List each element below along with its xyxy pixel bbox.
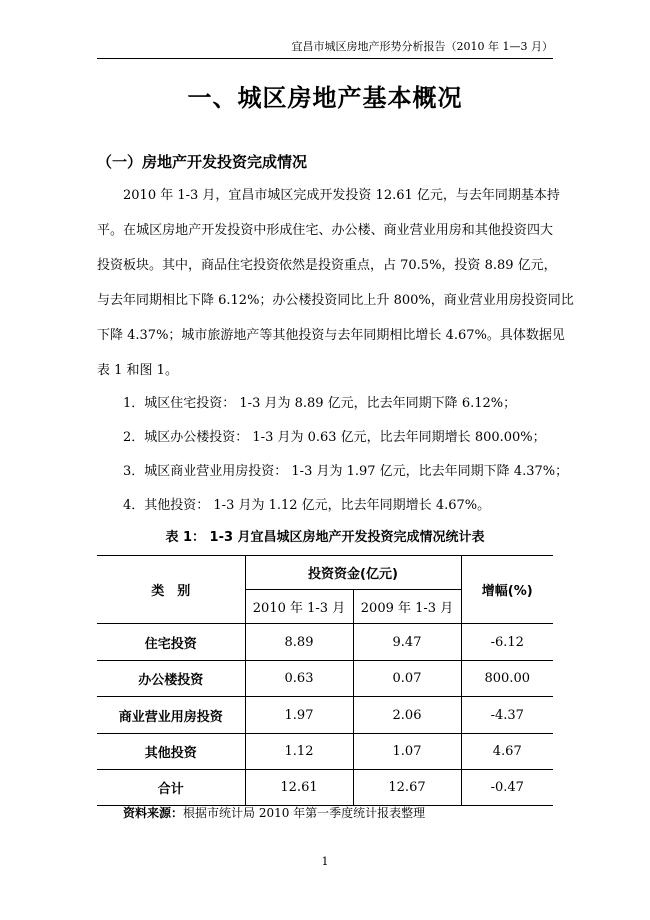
row-value-2010: 8.89: [245, 624, 353, 661]
paragraph-line: 下降 4.37%；城市旅游地产等其他投资与去年同期相比增长 4.67%。具体数据见: [97, 328, 565, 343]
row-change: -4.37: [461, 697, 553, 734]
page-header: 宜昌市城区房地产形势分析报告（2010 年 1—3 月）: [291, 40, 553, 53]
row-category: 办公楼投资: [97, 661, 245, 697]
header-investment: 投资资金(亿元): [245, 556, 461, 590]
paragraph-line: 2010 年 1-3 月，宜昌市城区完成开发投资 12.61 亿元，与去年同期基本持: [123, 188, 560, 203]
section-heading: （一）房地产开发投资完成情况: [97, 153, 308, 171]
header-category: 类 别: [97, 556, 245, 624]
header-change: 增幅(%): [461, 556, 553, 624]
list-item: 1．城区住宅投资： 1-3 月为 8.89 亿元，比去年同期下降 6.12%；: [123, 396, 517, 411]
row-category: 合计: [97, 770, 245, 806]
page-number: 1: [321, 855, 329, 868]
row-value-2009: 1.07: [353, 734, 461, 770]
list-item: 4．其他投资： 1-3 月为 1.12 亿元，比去年同期增长 4.67%。: [123, 498, 491, 513]
data-source-text: 根据市统计局 2010 年第一季度统计报表整理: [183, 806, 426, 820]
paragraph-line: 投资板块。其中，商品住宅投资依然是投资重点，占 70.5%，投资 8.89 亿元，: [97, 258, 557, 273]
row-value-2009: 2.06: [353, 697, 461, 734]
row-value-2009: 12.67: [353, 770, 461, 806]
row-value-2010: 12.61: [245, 770, 353, 806]
page-title: 一、城区房地产基本概况: [187, 84, 463, 112]
table-row: [97, 624, 553, 661]
row-category: 其他投资: [97, 734, 245, 770]
row-change: -6.12: [461, 624, 553, 661]
header-rule: [97, 58, 553, 59]
row-value-2010: 1.12: [245, 734, 353, 770]
paragraph-line: 表 1 和图 1。: [97, 363, 178, 378]
data-source-label: 资料来源：: [123, 806, 184, 820]
paragraph-line: 与去年同期相比下降 6.12%；办公楼投资同比上升 800%，商业营业用房投资同比: [97, 293, 574, 308]
table-row: [97, 734, 553, 770]
header-period-2010: 2010 年 1-3 月: [245, 590, 353, 624]
list-item: 3．城区商业营业用房投资： 1-3 月为 1.97 亿元，比去年同期下降 4.37%；: [123, 464, 569, 479]
list-item: 2．城区办公楼投资： 1-3 月为 0.63 亿元，比去年同期增长 800.00%；: [123, 430, 546, 445]
row-category: 住宅投资: [97, 624, 245, 661]
row-category: 商业营业用房投资: [97, 697, 245, 734]
table-row: [97, 770, 553, 806]
table-row: [97, 697, 553, 734]
investment-table: [97, 555, 553, 806]
header-period-2009: 2009 年 1-3 月: [353, 590, 461, 624]
row-change: 800.00: [461, 661, 553, 697]
row-change: 4.67: [461, 734, 553, 770]
row-change: -0.47: [461, 770, 553, 806]
table-row: [97, 661, 553, 697]
paragraph-line: 平。在城区房地产开发投资中形成住宅、办公楼、商业营业用房和其他投资四大: [97, 223, 553, 238]
row-value-2010: 1.97: [245, 697, 353, 734]
row-value-2010: 0.63: [245, 661, 353, 697]
data-source-note: [123, 805, 425, 821]
row-value-2009: 9.47: [353, 624, 461, 661]
row-value-2009: 0.07: [353, 661, 461, 697]
table-caption: 表 1： 1-3 月宜昌城区房地产开发投资完成情况统计表: [165, 530, 485, 545]
